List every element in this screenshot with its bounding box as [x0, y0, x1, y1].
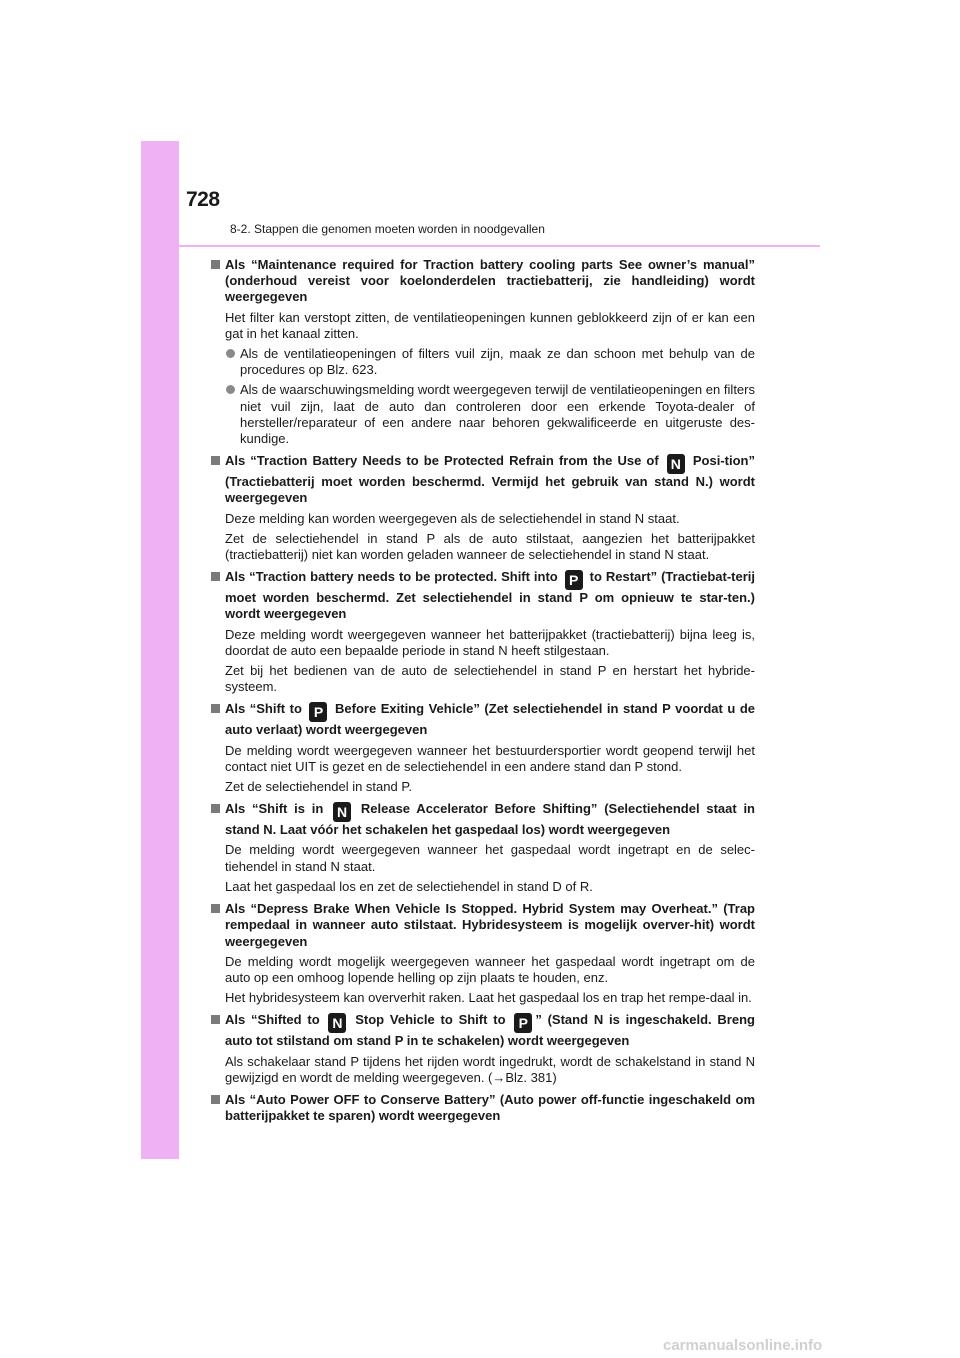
paragraph: Zet bij het bedienen van de auto de selectiehendel in stand P en herstart het hybride-systeem. [225, 663, 755, 695]
section-title: 8-2. Stappen die genomen moeten worden in noodgevallen [230, 222, 545, 236]
heading-auto-power-off: Als “Auto Power OFF to Conserve Battery” (Auto power off-functie ingeschakeld om batterijpakket te sparen) wordt weergegeven [210, 1092, 755, 1124]
circle-bullet-icon [226, 385, 235, 394]
gear-n-icon: N [667, 454, 685, 474]
square-bullet-icon [211, 456, 220, 465]
circle-bullet-icon [226, 349, 235, 358]
square-bullet-icon [211, 1095, 220, 1104]
paragraph: Zet de selectiehendel in stand P als de auto stilstaat, aangezien het batterijpakket (tractiebatterij) niet kan worden geladen wanneer de selectiehendel in stand N staat. [225, 530, 755, 563]
heading-protect-refrain-n: Als “Traction Battery Needs to be Protected Refrain from the Use of N Posi-tion” (Tractiebatterij moet worden beschermd. Vermijd het gebruik van stand N.) wordt weergegeven [210, 453, 755, 506]
paragraph: Deze melding kan worden weergegeven als de selectiehendel in stand N staat. [225, 510, 680, 526]
gear-n-icon: N [333, 802, 351, 822]
gear-p-icon: P [309, 702, 327, 722]
paragraph: Deze melding wordt weergegeven wanneer het batterijpakket (tractiebatterij) bijna leeg is, doordat de auto een bepaalde periode in stand N heeft stilgestaan. [225, 626, 755, 658]
page-content [210, 257, 755, 1124]
list-item: Als de waarschuwingsmelding wordt weergegeven terwijl de ventilatieopeningen en filters niet vuil zijn, laat de auto dan controleren door een erkende Toyota-dealer of hersteller/reparateur of een andere naar behoren gekwalificeerde en uitgeruste des-kundige. [210, 382, 755, 447]
heading-depress-brake: Als “Depress Brake When Vehicle Is Stopped. Hybrid System may Overheat.” (Trap rempedaal in wanneer auto stilstaat. Hybridesysteem is mogelijk overver-hit) wordt weergegeven [210, 901, 755, 950]
side-color-band [141, 141, 179, 1159]
paragraph: De melding wordt mogelijk weergegeven wanneer het gaspedaal wordt ingetrapt om de auto op een omhoog lopende helling op zijn plaats te houden, enz. [225, 953, 755, 985]
paragraph: Zet de selectiehendel in stand P. [225, 779, 412, 795]
paragraph: De melding wordt weergegeven wanneer het bestuurdersportier wordt geopend terwijl het contact niet UIT is gezet en de selectiehendel in een andere stand dan P stond. [225, 742, 755, 774]
list-item: Als de ventilatieopeningen of filters vuil zijn, maak ze dan schoon met behulp van de procedures op Blz. 623. [210, 346, 755, 378]
square-bullet-icon [211, 1015, 220, 1024]
square-bullet-icon [211, 260, 220, 269]
heading-maintenance-cooling: Als “Maintenance required for Traction battery cooling parts See owner’s manual” (onderhoud vereist voor koelonderdelen tractiebatterij, zie handleiding) wordt weergegeven [210, 257, 755, 306]
square-bullet-icon [211, 904, 220, 913]
square-bullet-icon [211, 804, 220, 813]
gear-n-icon: N [328, 1013, 346, 1033]
heading-shift-is-in-n: Als “Shift is in N Release Accelerator Before Shifting” (Selectiehendel staat in stand N. Laat vóór het schakelen het gaspedaal los) wordt weergegeven [210, 801, 755, 838]
paragraph: De melding wordt weergegeven wanneer het gaspedaal wordt ingetrapt en de selec-tiehendel in stand N staat. [225, 842, 755, 874]
paragraph: Als schakelaar stand P tijdens het rijden wordt ingedrukt, wordt de schakelstand in stand N gewijzigd en wordt de melding weergegeven. (→Blz. 381) [225, 1053, 755, 1085]
watermark: carmanualsonline.info [663, 1337, 823, 1354]
heading-shift-to-p-before-exiting: Als “Shift to P Before Exiting Vehicle” (Zet selectiehendel in stand P voordat u de auto verlaat) wordt weergegeven [210, 701, 755, 738]
square-bullet-icon [211, 572, 220, 581]
gear-p-icon: P [514, 1013, 532, 1033]
square-bullet-icon [211, 704, 220, 713]
heading-shifted-to-n: Als “Shifted to N Stop Vehicle to Shift to P ” (Stand N is ingeschakeld. Breng auto tot stilstand om stand P in te schakelen) wordt weergegeven [210, 1012, 755, 1049]
paragraph: Het filter kan verstopt zitten, de ventilatieopeningen kunnen geblokkeerd zijn of er kan een gat in het kanaal zitten. [225, 309, 755, 341]
gear-p-icon: P [565, 570, 583, 590]
page-number: 728 [186, 188, 220, 211]
heading-shift-into-p-restart: Als “Traction battery needs to be protected. Shift into P to Restart” (Tractiebat-terij moet worden beschermd. Zet selectiehendel in stand P om opnieuw te star-ten.) wordt weergegeven [210, 569, 755, 622]
header-divider [179, 245, 820, 247]
paragraph: Laat het gaspedaal los en zet de selectiehendel in stand D of R. [225, 878, 593, 894]
paragraph: Het hybridesysteem kan oververhit raken. Laat het gaspedaal los en trap het rempe-daal in. [225, 990, 752, 1006]
